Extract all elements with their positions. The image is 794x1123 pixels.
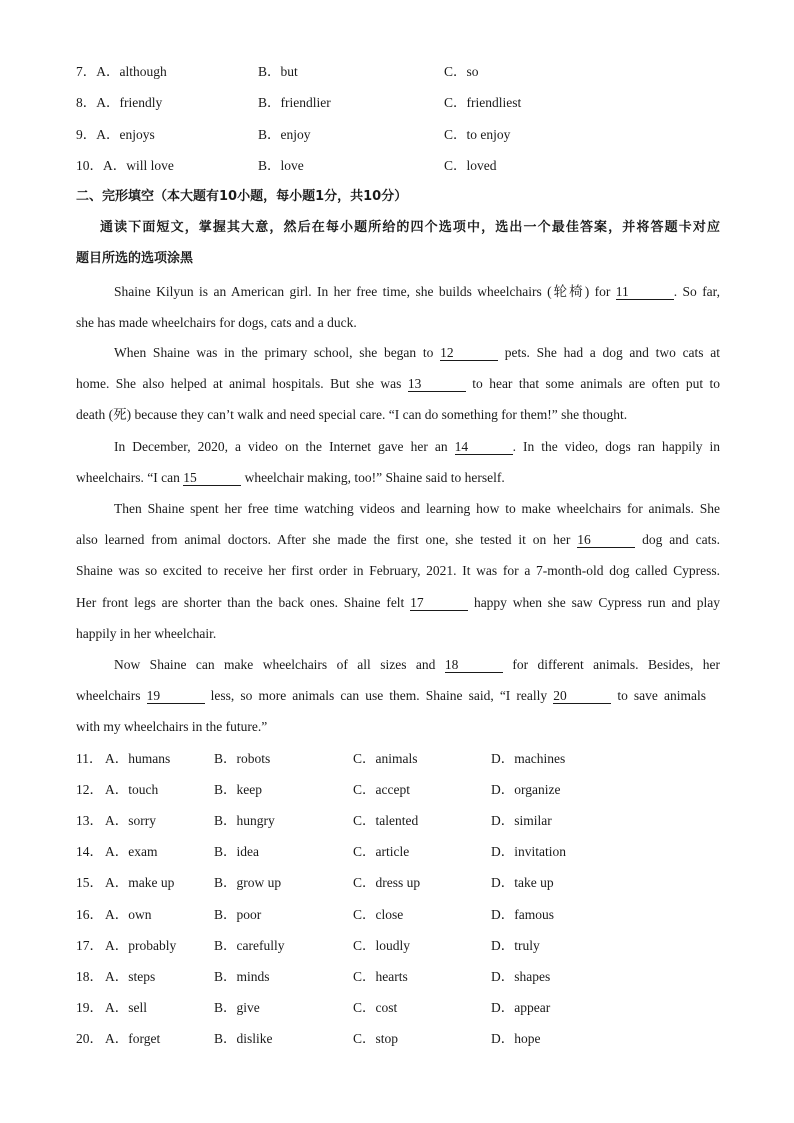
option-d[interactable]: D．famous xyxy=(491,907,554,922)
option-a[interactable]: A．humans xyxy=(105,751,171,766)
question-number: 7． xyxy=(76,64,97,79)
question-number: 17． xyxy=(76,938,103,953)
passage-line: wheelchairs. “I can 15 wheelchair making, too!” Shaine said to herself. xyxy=(76,470,505,485)
option-c[interactable]: C．dress up xyxy=(353,875,421,890)
question-number: 13． xyxy=(76,813,103,828)
passage-line: When Shaine was in the primary school, she began to 12 pets. She had a dog and two cats at xyxy=(114,345,720,360)
blank-17[interactable]: 17 xyxy=(410,595,468,611)
option-a[interactable]: A．touch xyxy=(105,782,159,797)
question-number: 12． xyxy=(76,782,103,797)
option-a: A．friendly xyxy=(96,95,163,110)
option-b[interactable]: B．robots xyxy=(214,751,271,766)
passage-line: with my wheelchairs in the future.” xyxy=(76,719,268,734)
option-b[interactable]: B．keep xyxy=(214,782,262,797)
passage-line: she has made wheelchairs for dogs, cats and a duck. xyxy=(76,315,357,330)
option-c: C．friendliest xyxy=(444,95,522,110)
passage-line: Her front legs are shorter than the back ones. Shaine felt 17 happy when she saw Cypress run and play xyxy=(76,595,721,610)
option-d[interactable]: D．appear xyxy=(491,1000,551,1015)
question-9 xyxy=(76,126,511,144)
option-a: A．will love xyxy=(103,158,174,173)
blank-19[interactable]: 19 xyxy=(147,688,205,704)
option-b[interactable]: B．idea xyxy=(214,844,259,859)
option-d[interactable]: D．similar xyxy=(491,813,552,828)
blank-14[interactable]: 14 xyxy=(455,439,513,455)
option-a[interactable]: A．sorry xyxy=(105,813,156,828)
option-a[interactable]: A．probably xyxy=(105,938,177,953)
question-number: 8． xyxy=(76,95,97,110)
option-c[interactable]: C．animals xyxy=(353,751,418,766)
question-number: 20． xyxy=(76,1031,103,1046)
question-number: 18． xyxy=(76,969,103,984)
option-a[interactable]: A．make up xyxy=(105,875,175,890)
option-a[interactable]: A．exam xyxy=(105,844,158,859)
blank-11[interactable]: 11 xyxy=(616,284,674,300)
blank-12[interactable]: 12 xyxy=(440,345,498,361)
option-d[interactable]: D．hope xyxy=(491,1031,541,1046)
option-c: C．loved xyxy=(444,158,497,173)
question-number: 19． xyxy=(76,1000,103,1015)
option-d[interactable]: D．shapes xyxy=(491,969,551,984)
question-number: 9． xyxy=(76,127,97,142)
instructions-line-2: 题目所选的选项涂黑 xyxy=(76,251,194,266)
option-b[interactable]: B．poor xyxy=(214,907,262,922)
question-number: 11． xyxy=(76,751,103,766)
option-b[interactable]: B．give xyxy=(214,1000,260,1015)
question-8 xyxy=(76,94,522,112)
blank-13[interactable]: 13 xyxy=(408,376,466,392)
option-c: C．so xyxy=(444,64,479,79)
option-b[interactable]: B．hungry xyxy=(214,813,275,828)
passage-line: Shaine Kilyun is an American girl. In her free time, she builds wheelchairs (轮椅) for 11 . So far, xyxy=(114,284,721,299)
passage-line: In December, 2020, a video on the Internet gave her an 14 . In the video, dogs ran happily in xyxy=(114,439,721,454)
passage-line: also learned from animal doctors. After she made the first one, she tested it on her 16 dog and cats. xyxy=(76,532,721,547)
question-number: 10． xyxy=(76,158,103,173)
blank-20[interactable]: 20 xyxy=(553,688,611,704)
option-c: C．to enjoy xyxy=(444,127,511,142)
blank-16[interactable]: 16 xyxy=(577,532,635,548)
blank-18[interactable]: 18 xyxy=(445,657,503,673)
option-c[interactable]: C．hearts xyxy=(353,969,408,984)
option-b: B．love xyxy=(258,158,304,173)
option-d[interactable]: D．organize xyxy=(491,782,561,797)
option-d[interactable]: D．machines xyxy=(491,751,566,766)
passage-line: death (死) because they can’t walk and need special care. “I can do something for them!” she thought. xyxy=(76,407,628,422)
option-b: B．enjoy xyxy=(258,127,311,142)
option-c[interactable]: C．close xyxy=(353,907,404,922)
option-a: A．enjoys xyxy=(96,127,155,142)
question-number: 14． xyxy=(76,844,103,859)
question-number: 16． xyxy=(76,907,103,922)
option-b[interactable]: B．carefully xyxy=(214,938,285,953)
passage-line: Now Shaine can make wheelchairs of all sizes and 18 for different animals. Besides, her xyxy=(114,657,721,672)
passage-line: home. She also helped at animal hospitals. But she was 13 to hear that some animals are often put to xyxy=(76,376,721,391)
instructions-line-1: 通读下面短文，掌握其大意，然后在每小题所给的四个选项中，选出一个最佳答案，并将答题卡对应 xyxy=(100,220,720,235)
option-c[interactable]: C．talented xyxy=(353,813,419,828)
option-c[interactable]: C．article xyxy=(353,844,410,859)
option-c[interactable]: C．accept xyxy=(353,782,410,797)
option-d[interactable]: D．truly xyxy=(491,938,540,953)
section-heading: 二、完形填空（本大题有10小题，每小题1分，共10分） xyxy=(76,189,408,204)
option-c[interactable]: C．stop xyxy=(353,1031,399,1046)
blank-15[interactable]: 15 xyxy=(183,470,241,486)
passage-line: happily in her wheelchair. xyxy=(76,626,217,641)
option-a[interactable]: A．own xyxy=(105,907,152,922)
question-number: 15． xyxy=(76,875,103,890)
option-a: A．although xyxy=(96,64,167,79)
option-d[interactable]: D．take up xyxy=(491,875,554,890)
option-b[interactable]: B．minds xyxy=(214,969,270,984)
option-a[interactable]: A．sell xyxy=(105,1000,147,1015)
passage-line: Shaine was so excited to receive her first order in February, 2021. It was for a 7-month-old dog called Cypress. xyxy=(76,563,720,578)
option-a[interactable]: A．forget xyxy=(105,1031,161,1046)
option-d[interactable]: D．invitation xyxy=(491,844,566,859)
option-b: B．friendlier xyxy=(258,95,331,110)
question-7 xyxy=(76,63,479,81)
question-10 xyxy=(76,157,497,175)
option-a[interactable]: A．steps xyxy=(105,969,156,984)
option-b[interactable]: B．grow up xyxy=(214,875,282,890)
passage-line: Then Shaine spent her free time watching videos and learning how to make wheelchairs for animals. She xyxy=(114,501,720,516)
option-b: B．but xyxy=(258,64,298,79)
option-b[interactable]: B．dislike xyxy=(214,1031,273,1046)
option-c[interactable]: C．loudly xyxy=(353,938,411,953)
option-c[interactable]: C．cost xyxy=(353,1000,398,1015)
passage-line: wheelchairs 19 less, so more animals can use them. Shaine said, “I really 20 to save animals xyxy=(76,688,706,703)
